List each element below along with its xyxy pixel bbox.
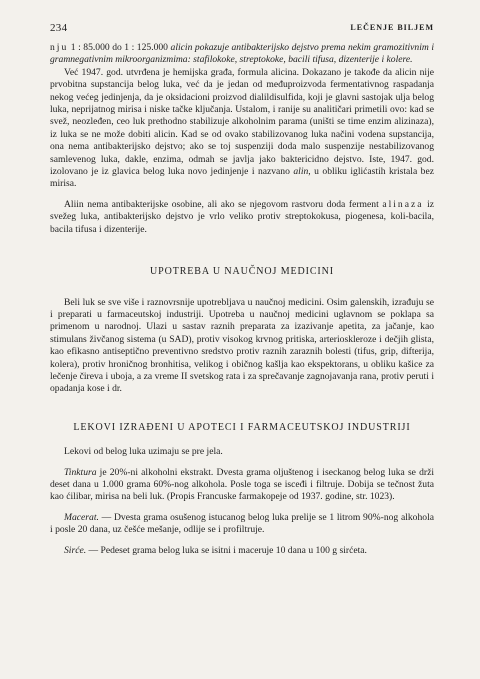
paragraph-sirce xyxy=(50,545,434,557)
page-header xyxy=(50,22,434,36)
word-spaced: nju xyxy=(50,42,69,53)
italic-text: alicin pokazuje antibakterijsko dejstvo prema nekim gramozitivnim i gramnegativnim mikroorganizmima: stafilokoke, streptokoke, bacili tifusa, dizenterije i kolere. xyxy=(50,42,434,66)
paragraph-text: — Pedeset grama belog luka se isitni i maceruje 10 dana u 100 g sirćeta. xyxy=(86,544,367,556)
page-body xyxy=(50,42,434,557)
page-number: 234 xyxy=(50,22,68,34)
italic-term: alin xyxy=(293,166,309,178)
paragraph-aliin xyxy=(50,199,434,236)
spaced-term: alinaza xyxy=(382,198,424,210)
running-title: LEČENJE BILJEM xyxy=(350,23,434,32)
paragraph-intake: Lekovi od belog luka uzimaju se pre jela. xyxy=(64,446,223,458)
paragraph-alicin-dilution xyxy=(50,42,434,67)
paragraph-text: , u obliku iglićastih kristala bez mirisa. xyxy=(50,166,434,190)
paragraph-macerat xyxy=(50,512,434,537)
term-tinktura: Tinktura xyxy=(64,466,97,478)
paragraph-text: — Dvesta grama osušenog istucanog belog luka prelije se 1 litrom 90%-nog alkohola i posle 20 dana, uz češće mešanje, odlije se i profiltruje. xyxy=(50,511,434,536)
paragraph-text: Već 1947. god. utvrđena je hemijska građa, formula alicina. Dokazano je takođe da alicin nije prvobitna supstancija belog luka, već da je jedan od međuproizvoda fermentativnog raspadanja nekog većeg jedinjenja, da je oksidacioni proizvod dialildisulfida, koji je glavni sastojak ulja belog luka, neprijatnog mirisa i niske tačke ključanja. Ustalom, i ranije su analitičari primetili ovo: kad se svež, neozleđen, ceo luk prethodno stabilizuje alkoholnim parama (uništi se time enzim alizinaza), iz luka se ne može dobiti alicin. Kad se od ovako stabilizovanog luka načini vodena supstancija, ona nema antibakterijsko dejstvo; ako se toj suspenziji doda malo suspenzije nestabilizovanog samlevenog luka, dakle, enzima, odmah se javlja jako baktericidno dejstvo. Iste, 1947. god. izolovano je iz glavica belog luka novo jedinjenje i nazvano xyxy=(50,66,434,178)
paragraph-text: Aliin nema antibakterijske osobine, ali ako se njegovom rastvoru doda ferment xyxy=(64,198,383,210)
section-heading-pharmacy: LEKOVI IZRAĐENI U APOTECI I FARMACEUTSKOJ INDUSTRIJI xyxy=(73,421,411,433)
paragraph-medical-use: Beli luk se sve više i raznovrsnije upotrebljava u naučnoj medicini. Osim galenskih, izrađuju se i preparati u farmaceutskoj industriji. Upotreba u naučnoj medicini uglavnom se poklapa sa primenom u narodnoj. Ulazi u sastav raznih preparata za izazivanje apetita, za jačanje, kao stimulans živčanog sistema (u SAD), protiv visokog krvnog pritiska, arterioskleroze i dečjih glista, kao efikasno antiseptično preventivno sredstvo protiv raznih zaraznih bolesti (tifus, grip, difterija, kolera), protiv hroničnog bronhitisa, velikog i običnog kašlja kao ekspektorans, u obliku kašice za lečenje čireva i uboja, a za vreme II svetskog rata i za sprečavanje zagnojavanja rana, protiv peruti i opadanja kose i dr. xyxy=(50,296,434,395)
paragraph-text: je 20%-ni alkoholni ekstrakt. Dvesta grama oljuštenog i iseckanog belog luka se drži deset dana u 1.000 grama 60%-nog alkohola. Posle toga se isceđi i filtruje. Dobija se tečnost žuta kao ćilibar, mirisa na beli luk. (Propis Francuske farmakopeje od 1937. godine, str. 1023). xyxy=(50,466,434,503)
term-macerat: Macerat. xyxy=(64,511,99,523)
paragraph-text: iz svežeg luka, antibakterijsko dejstvo je vrlo veliko protiv streptokokusa, piogenesa, koli-bacila, bacila tifusa i dizenterije. xyxy=(50,198,434,235)
paragraph-alicin-chemistry xyxy=(50,67,434,191)
paragraph-tinktura xyxy=(50,467,434,504)
dilution-range: 1 : 85.000 do 1 : 125.000 xyxy=(68,42,171,53)
term-sirce: Sirće. xyxy=(64,544,87,556)
section-heading-medicine: UPOTREBA U NAUČNOJ MEDICINI xyxy=(149,266,335,278)
